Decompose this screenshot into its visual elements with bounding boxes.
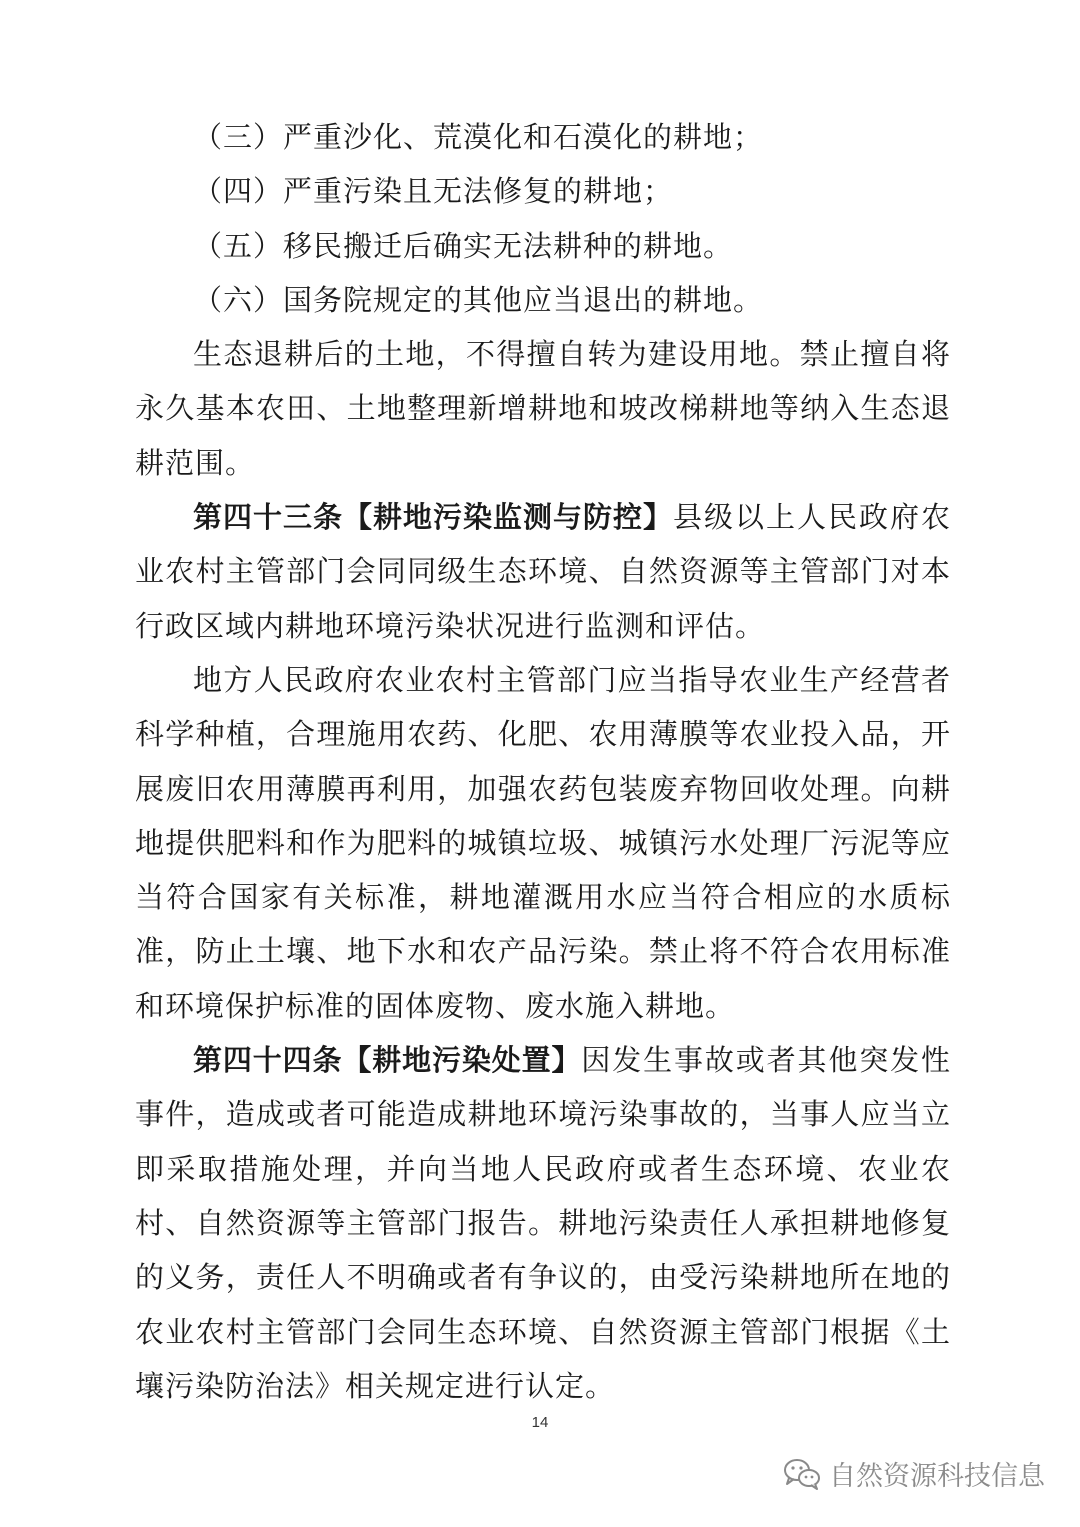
list-item: （三）严重沙化、荒漠化和石漠化的耕地； [193,120,764,154]
article-heading: 第四十四条【耕地污染处置】 [193,1043,582,1078]
list-item: （六）国务院规定的其他应当退出的耕地。 [193,282,764,317]
watermark [783,1454,1045,1493]
article-heading: 第四十三条【耕地污染监测与防控】 [193,500,673,535]
article-text: 因发生事故或者其他突发性事件，造成或者可能造成耕地环境污染事故的，当事人应当立即采取措施处理，并向当地人民政府或者生态环境、农业农村、自然资源等主管部门报告。耕地污染责任人承担耕地修复的义务，责任人不明确或者有争议的，由受污染耕地所在地的农业农村主管部门会同生态环境、自然资源主管部门根据《土壤污染防治法》相关规定进行认定。 [135,1043,951,1403]
article-paragraph [135,1033,951,1413]
wechat-icon [783,1458,821,1490]
list-item: （五）移民搬迁后确实无法耕种的耕地。 [193,228,734,263]
page-number: 14 [531,1414,549,1431]
document-body [135,110,951,1413]
article-text: 县级以上人民政府农业农村主管部门会同同级生态环境、自然资源等主管部门对本行政区域内耕地环境污染状况进行监测和评估。 [135,500,951,643]
list-item: （四）严重污染且无法修复的耕地； [193,174,674,209]
watermark-text: 自然资源科技信息 [829,1461,1045,1492]
body-paragraph: 生态退耕后的土地，不得擅自转为建设用地。禁止擅自将永久基本农田、土地整理新增耕地和坡改梯耕地等纳入生态退耕范围。 [135,337,951,480]
article-paragraph [135,490,951,653]
body-paragraph: 地方人民政府农业农村主管部门应当指导农业生产经营者科学种植，合理施用农药、化肥、农用薄膜等农业投入品，开展废旧农用薄膜再利用，加强农药包装废弃物回收处理。向耕地提供肥料和作为肥料的城镇垃圾、城镇污水处理厂污泥等应当符合国家有关标准，耕地灌溉用水应当符合相应的水质标准，防止土壤、地下水和农产品污染。禁止将不符合农用标准和环境保护标准的固体废物、废水施入耕地。 [135,662,951,1023]
